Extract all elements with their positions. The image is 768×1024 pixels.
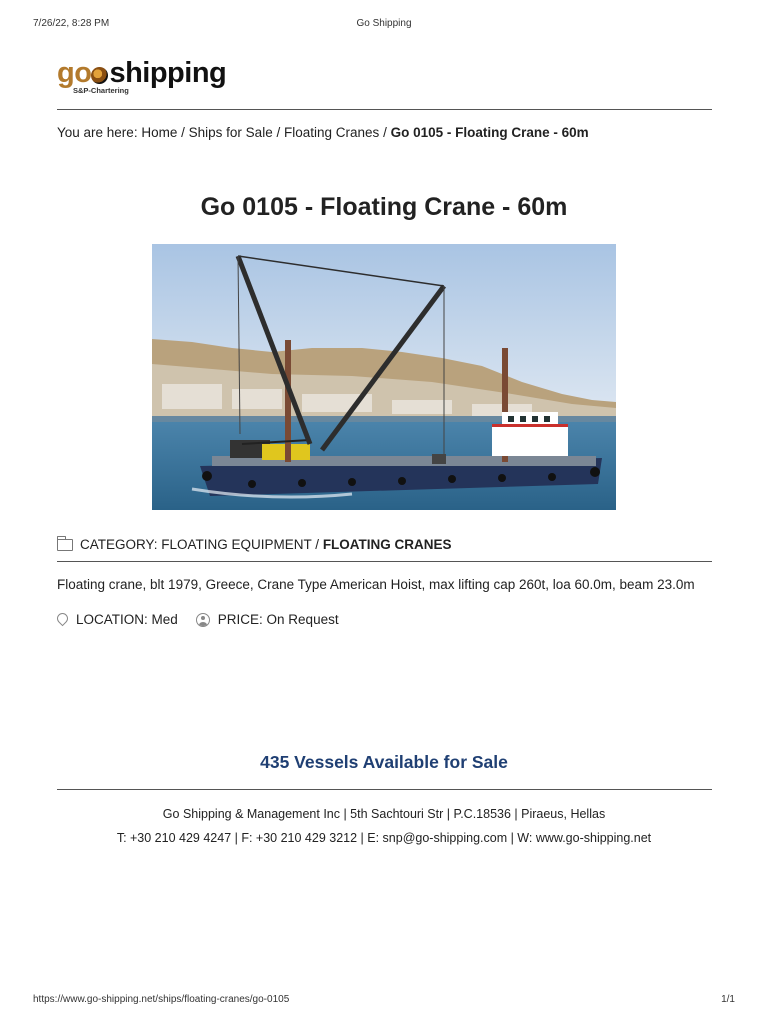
meta-row [57, 612, 339, 627]
breadcrumb-ships-for-sale-link[interactable]: Ships for Sale [188, 125, 273, 140]
breadcrumb-home-link[interactable]: Home [141, 125, 178, 140]
page-title: Go 0105 - Floating Crane - 60m [200, 193, 568, 221]
folder-icon [57, 539, 73, 551]
breadcrumb-separator: / [181, 125, 185, 140]
footer-contacts: T: +30 210 429 4247 | F: +30 210 429 3212 | E: snp@go-shipping.com | W: www.go-shipping.net [116, 831, 652, 845]
print-header [33, 18, 735, 32]
ship-photo[interactable] [152, 244, 616, 510]
category-divider [57, 561, 712, 562]
location-pin-icon [57, 613, 68, 627]
category-link[interactable]: FLOATING CRANES [322, 537, 452, 552]
print-page-title: Go Shipping [356, 18, 412, 29]
breadcrumb [57, 125, 589, 140]
price-text: PRICE: On Request [217, 612, 339, 627]
vessels-available-link[interactable]: 435 Vessels Available for Sale [260, 752, 508, 772]
site-logo[interactable] [57, 57, 227, 97]
logo-propeller-icon [91, 67, 108, 84]
print-date: 7/26/22, 8:28 PM [33, 18, 110, 29]
footer-divider [57, 789, 712, 790]
breadcrumb-separator: / [276, 125, 281, 140]
footer-address: Go Shipping & Management Inc | 5th Sachtouri Str | P.C.18536 | Piraeus, Hellas [162, 807, 606, 821]
logo-wordmark [57, 57, 226, 89]
logo-subtitle: S&P-Chartering [73, 86, 129, 95]
breadcrumb-prefix: You are here: [57, 125, 138, 140]
breadcrumb-current: Go 0105 - Floating Crane - 60m [390, 125, 589, 140]
header-divider [57, 109, 712, 110]
user-icon [196, 613, 210, 627]
print-page-number: 1/1 [721, 994, 735, 1005]
logo-go-text: go [57, 57, 92, 89]
breadcrumb-floating-cranes-link[interactable]: Floating Cranes [284, 125, 380, 140]
category-row [57, 537, 452, 552]
breadcrumb-separator: / [383, 125, 387, 140]
ship-description: Floating crane, blt 1979, Greece, Crane Type American Hoist, max lifting cap 260t, loa 60.0m, beam 23.0m [57, 577, 695, 592]
logo-shipping-text: shipping [109, 57, 227, 89]
print-url: https://www.go-shipping.net/ships/floating-cranes/go-0105 [33, 994, 290, 1005]
category-label: CATEGORY: FLOATING EQUIPMENT / [80, 537, 320, 552]
location-text: LOCATION: Med [76, 612, 178, 627]
